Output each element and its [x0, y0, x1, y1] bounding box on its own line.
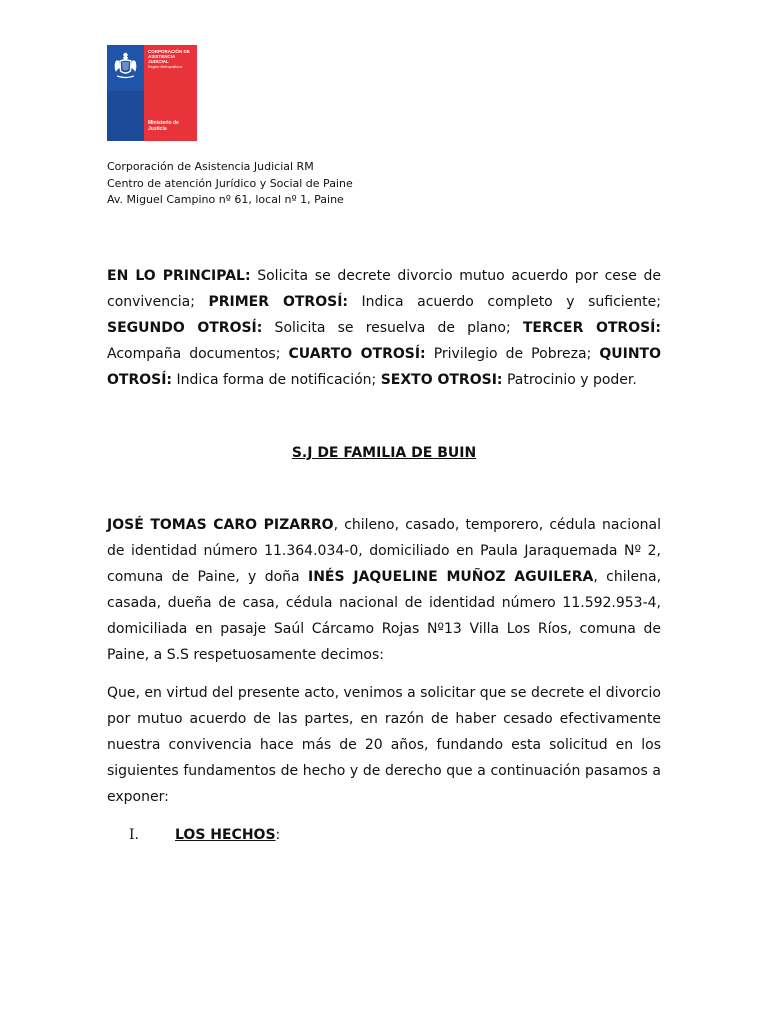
summary-text: Patrocinio y poder.	[502, 372, 637, 388]
summary-label: QUINTO OTROSÍ:	[107, 346, 661, 388]
logo-red-panel	[144, 45, 197, 141]
logo-org-line1: CORPORACIÓN DE	[148, 49, 190, 54]
organization-address: Av. Miguel Campino nº 61, local nº 1, Paine	[107, 193, 344, 206]
parties-paragraph	[107, 512, 661, 668]
organization-center: Centro de atención Jurídico y Social de Paine	[107, 176, 353, 190]
logo-ministry-line1: Ministerio de	[148, 120, 179, 126]
institution-logo	[107, 45, 197, 141]
section-suffix: :	[275, 827, 281, 843]
party1-name: JOSÉ TOMAS CARO PIZARRO	[107, 517, 334, 533]
summary-text: Indica acuerdo completo y suficiente;	[348, 294, 661, 310]
logo-org-line2: ASISTENCIA	[148, 54, 176, 60]
logo-org-line3: JUDICIAL	[148, 59, 169, 65]
summary-label: PRIMER OTROSÍ:	[208, 294, 349, 310]
logo-blue-panel	[107, 45, 144, 141]
court-heading: S.J DE FAMILIA DE BUIN	[291, 445, 477, 461]
logo-org-region: Región Metropolitana	[148, 64, 183, 69]
organization-header	[107, 159, 353, 209]
party2-name: INÉS JAQUELINE MUÑOZ AGUILERA	[308, 569, 594, 585]
section-title: LOS HECHOS	[175, 827, 276, 843]
summary-label: SEGUNDO OTROSÍ:	[107, 320, 263, 336]
summary-text: Solicita se decrete divorcio mutuo acuerdo por cese de convivencia;	[107, 268, 661, 310]
request-paragraph: Que, en virtud del presente acto, venimos a solicitar que se decrete el divorcio por mutuo acuerdo de las partes, en razón de haber cesado efectivamente nuestra convivencia hace más de 20 años, fundando esta solicitud en los siguientes fundamentos de hecho y de derecho que a continuación pasamos a exponer:	[107, 685, 661, 805]
coat-of-arms-icon	[112, 50, 139, 82]
summary-label: SEXTO OTROSI:	[380, 372, 503, 388]
logo-blue-top	[107, 45, 144, 91]
summary-label: CUARTO OTROSÍ:	[288, 346, 426, 362]
logo-ministry	[148, 120, 179, 132]
summary-text: Privilegio de Pobreza;	[425, 346, 600, 362]
summary-label: EN LO PRINCIPAL:	[107, 268, 251, 284]
section-heading	[129, 824, 280, 846]
petition-summary	[107, 263, 661, 393]
logo-ministry-line2: Justicia	[148, 126, 167, 132]
summary-text: Solicita se resuelva de plano;	[262, 320, 523, 336]
section-number: I.	[129, 827, 139, 843]
party1-details: , chileno, casado, temporero, cédula nacional de identidad número 11.364.034-0, domiciliado en Paula Jaraquemada Nº 2, comuna de Paine, y doña	[107, 517, 661, 585]
organization-name: Corporación de Asistencia Judicial RM	[107, 160, 314, 173]
summary-text: Acompaña documentos;	[107, 346, 289, 362]
summary-label: TERCER OTROSÍ:	[522, 320, 661, 336]
summary-text: Indica forma de notificación;	[172, 372, 381, 388]
logo-blue-bottom	[107, 91, 144, 141]
party2-details: , chilena, casada, dueña de casa, cédula nacional de identidad número 11.592.953-4, domiciliada en pasaje Saúl Cárcamo Rojas Nº13 Villa Los Ríos, comuna de Paine, a S.S respetuosamente decimos:	[107, 569, 662, 663]
